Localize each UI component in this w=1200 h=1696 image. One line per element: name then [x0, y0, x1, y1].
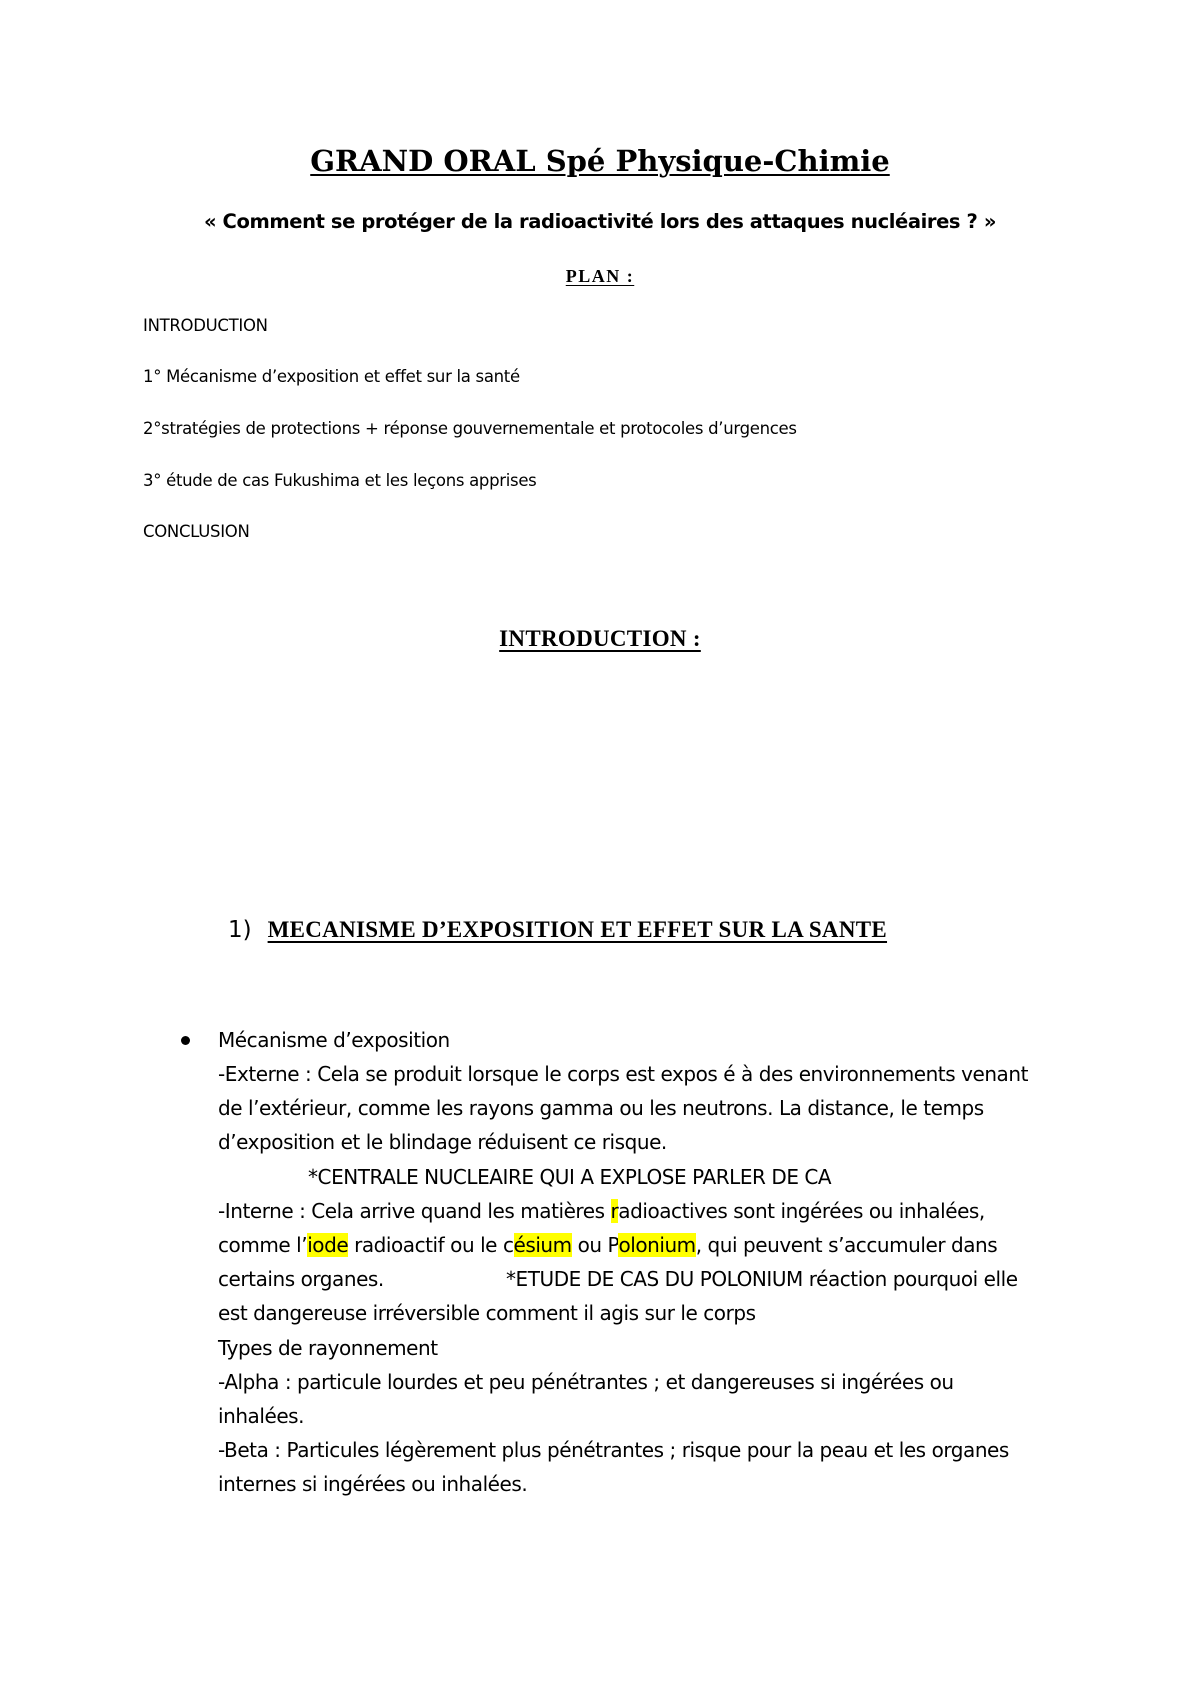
plan-item-part-1: 1° Mécanisme d’exposition et effet sur la santé [143, 367, 520, 386]
interne-text: -Interne : Cela arrive quand les matières [218, 1199, 611, 1223]
document-title: GRAND ORAL Spé Physique-Chimie [310, 144, 890, 178]
alpha-line-2: inhalées. [218, 1404, 305, 1428]
interne-text: comme l’ [218, 1233, 308, 1257]
research-question: « Comment se protéger de la radioactivité lors des attaques nucléaires ? » [203, 210, 997, 233]
beta-line-1: -Beta : Particules légèrement plus pénétrantes ; risque pour la peau et les organes [218, 1438, 1009, 1462]
interne-text: ou P [571, 1233, 619, 1257]
section-1-heading [228, 916, 887, 943]
note-centrale: *CENTRALE NUCLEAIRE QUI A EXPLOSE PARLER DE CA [308, 1165, 832, 1189]
plan-item-part-2: 2°stratégies de protections + réponse gouvernementale et protocoles d’urgences [143, 419, 797, 438]
interne-line-1 [218, 1199, 985, 1223]
externe-line-1: -Externe : Cela se produit lorsque le corps est expos é à des environnements venant [218, 1062, 1028, 1086]
highlight-polonium: olonium [618, 1233, 696, 1257]
alpha-line-1: -Alpha : particule lourdes et peu pénétrantes ; et dangereuses si ingérées ou [218, 1370, 954, 1394]
interne-line-2 [218, 1233, 997, 1257]
bullet-title: Mécanisme d’exposition [218, 1028, 450, 1052]
types-rayonnement: Types de rayonnement [218, 1336, 438, 1360]
beta-line-2: internes si ingérées ou inhalées. [218, 1472, 528, 1496]
plan-heading: PLAN : [565, 266, 635, 286]
highlight-cesium: ésium [513, 1233, 572, 1257]
section-1-number: 1) [228, 917, 252, 943]
interne-line-3a: certains organes. [218, 1267, 384, 1291]
interne-line-4: est dangereuse irréversible comment il agis sur le corps [218, 1301, 756, 1325]
externe-line-3: d’exposition et le blindage réduisent ce risque. [218, 1130, 667, 1154]
plan-item-conclusion: CONCLUSION [143, 522, 250, 541]
externe-line-2: de l’extérieur, comme les rayons gamma ou les neutrons. La distance, le temps [218, 1096, 984, 1120]
section-1-title: MECANISME D’EXPOSITION ET EFFET SUR LA SANTE [267, 917, 888, 942]
introduction-heading: INTRODUCTION : [499, 626, 701, 651]
interne-text: , qui peuvent s’accumuler dans [695, 1233, 998, 1257]
highlight-iode: iode [307, 1233, 349, 1257]
plan-item-part-3: 3° étude de cas Fukushima et les leçons apprises [143, 471, 537, 490]
plan-item-introduction: INTRODUCTION [143, 316, 268, 335]
interne-text: radioactif ou le c [348, 1233, 514, 1257]
interne-text: adioactives sont ingérées ou inhalées, [618, 1199, 985, 1223]
bullet-dot-icon [181, 1036, 190, 1045]
note-polonium: *ETUDE DE CAS DU POLONIUM réaction pourquoi elle [506, 1267, 1018, 1291]
highlighted-letter: r [610, 1199, 619, 1223]
